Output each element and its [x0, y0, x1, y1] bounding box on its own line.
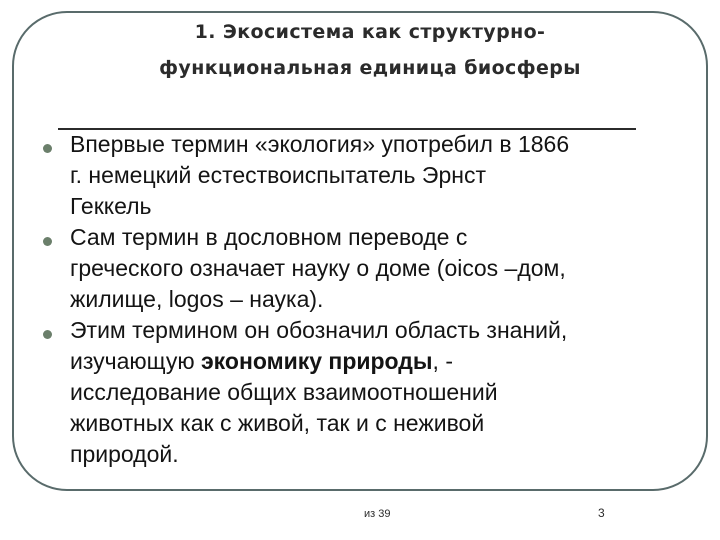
bullet-icon — [43, 144, 52, 153]
bullet-3-emphasis: экономику природы — [200, 348, 433, 374]
bullet-3-line-4: животных как с живой, так и с неживой — [70, 410, 485, 436]
bullet-3-line-3: исследование общих взаимоотношений — [70, 379, 498, 405]
slide-title — [80, 14, 660, 86]
bullet-item-3 — [42, 315, 702, 470]
bullet-2-line-1: Сам термин в дословном переводе с — [70, 224, 468, 250]
bullet-list — [42, 129, 702, 470]
bullet-1-line-3: Геккель — [70, 193, 152, 219]
bullet-icon — [43, 237, 52, 246]
bullet-2-line-2: греческого означает науку о доме (oicos –дом, — [70, 255, 566, 281]
bullet-item-2 — [42, 222, 702, 315]
bullet-2-line-3: жилище, logos – наука). — [70, 286, 324, 312]
title-line-2: функциональная единица биосферы — [159, 57, 581, 79]
bullet-1-line-1: Впервые термин «экология» употребил в 1866 — [70, 131, 570, 157]
bullet-3-line-1: Этим термином он обозначил область знаний, — [70, 317, 568, 343]
page-number: 3 — [598, 506, 605, 520]
page-of-label: из 39 — [364, 508, 391, 520]
bullet-1-line-2: г. немецкий естествоиспытатель Эрнст — [70, 162, 486, 188]
bullet-3-line-5: природой. — [70, 441, 179, 467]
bullet-3-line-2-after: , - — [432, 348, 453, 374]
bullet-icon — [43, 330, 52, 339]
bullet-item-1 — [42, 129, 702, 222]
bullet-3-line-2-before: изучающую — [70, 348, 201, 374]
title-line-1: 1. Экосистема как структурно- — [194, 21, 546, 43]
